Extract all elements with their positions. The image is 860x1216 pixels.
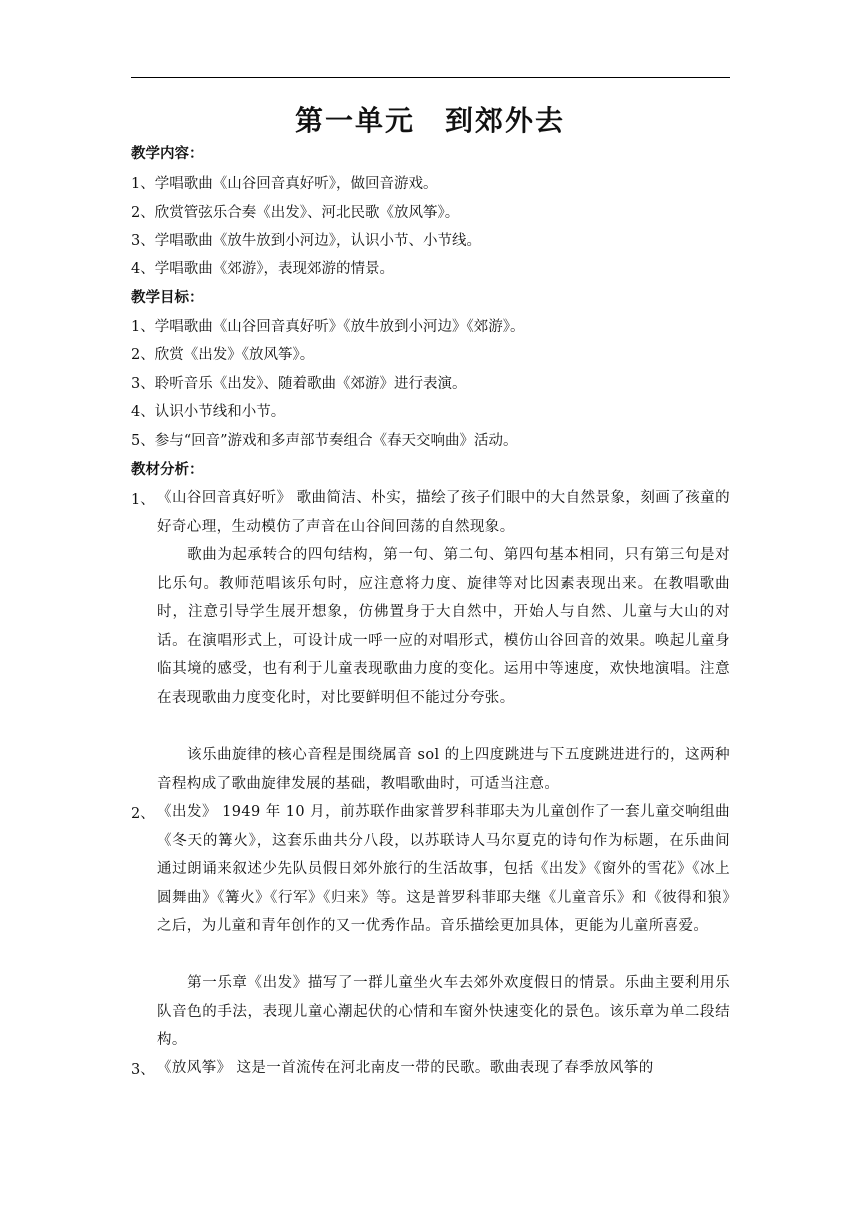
analysis-number-3: 3、: [131, 1062, 155, 1078]
goal-item-5: 5、参与“回音”游戏和多声部节奏组合《春天交响曲》活动。: [131, 433, 518, 449]
section-heading-analysis: 教材分析：: [131, 461, 204, 478]
analysis-number-1: 1、: [131, 492, 155, 508]
analysis-paragraph-1-interval: 该乐曲旋律的核心音程是围绕属音 sol 的上四度跳进与下五度跳进进行的，这两种音程构成了歌曲旋律发展的基础，教唱歌曲时，可适当注意。: [157, 747, 730, 792]
page-title: 第一单元 到郊外去: [294, 104, 565, 137]
section-heading-goals: 教学目标：: [131, 289, 204, 306]
analysis-paragraph-2-detail: 第一乐章《出发》描写了一群儿童坐火车去郊外欢度假日的情景。乐曲主要利用乐队音色的手法，表现儿童心潮起伏的心情和车窗外快速变化的景色。该乐章为单二段结构。: [157, 975, 730, 1048]
analysis-number-2: 2、: [131, 806, 155, 822]
section-heading-content: 教学内容：: [131, 145, 204, 162]
analysis-paragraph-2: 《出发》 1949 年 10 月，前苏联作曲家普罗科菲耶夫为儿童创作了一套儿童交响组曲《冬天的篝火》，这套乐曲共分八段，以苏联诗人马尔夏克的诗句作为标题，在乐曲间通过朗诵来叙述少先队员假日郊外旅行的生活故事，包括《出发》《窗外的雪花》《冰上圆舞曲》《篝火》《行军》《归来》等。这是普罗科菲耶夫继《儿童音乐》和《彼得和狼》之后，为儿童和青年创作的又一优秀作品。音乐描绘更加具体，更能为儿童所喜爱。: [157, 804, 730, 934]
analysis-paragraph-3: 《放风筝》 这是一首流传在河北南皮一带的民歌。歌曲表现了春季放风筝的: [157, 1060, 654, 1076]
content-item-2: 2、欣赏管弦乐合奏《出发》、河北民歌《放风筝》。: [131, 205, 460, 221]
goal-item-1: 1、学唱歌曲《山谷回音真好听》《放牛放到小河边》《郊游》。: [131, 319, 525, 335]
content-item-3: 3、学唱歌曲《放牛放到小河边》，认识小节、小节线。: [131, 233, 481, 249]
goal-item-3: 3、聆听音乐《出发》、随着歌曲《郊游》进行表演。: [131, 376, 467, 392]
analysis-paragraph-1-detail: 歌曲为起承转合的四句结构，第一句、第二句、第四句基本相同，只有第三句是对比乐句。教师范唱该乐句时，应注意将力度、旋律等对比因素表现出来。在教唱歌曲时，注意引导学生展开想象，仿佛置身于大自然中，开始人与自然、儿童与大山的对话。在演唱形式上，可设计成一呼一应的对唱形式，模仿山谷回音的效果。唤起儿童身临其境的感受，也有利于儿童表现歌曲力度的变化。运用中等速度，欢快地演唱。注意在表现歌曲力度变化时，对比要鲜明但不能过分夸张。: [157, 547, 730, 706]
header-rule: [131, 77, 730, 78]
content-item-1: 1、学唱歌曲《山谷回音真好听》，做回音游戏。: [131, 176, 438, 192]
analysis-paragraph-1: 《山谷回音真好听》 歌曲简洁、朴实，描绘了孩子们眼中的大自然景象，刻画了孩童的好奇心理，生动模仿了声音在山谷间回荡的自然现象。: [157, 490, 730, 535]
goal-item-2: 2、欣赏《出发》《放风筝》。: [131, 347, 315, 363]
content-item-4: 4、学唱歌曲《郊游》，表现郊游的情景。: [131, 261, 394, 277]
goal-item-4: 4、认识小节线和小节。: [131, 404, 286, 420]
